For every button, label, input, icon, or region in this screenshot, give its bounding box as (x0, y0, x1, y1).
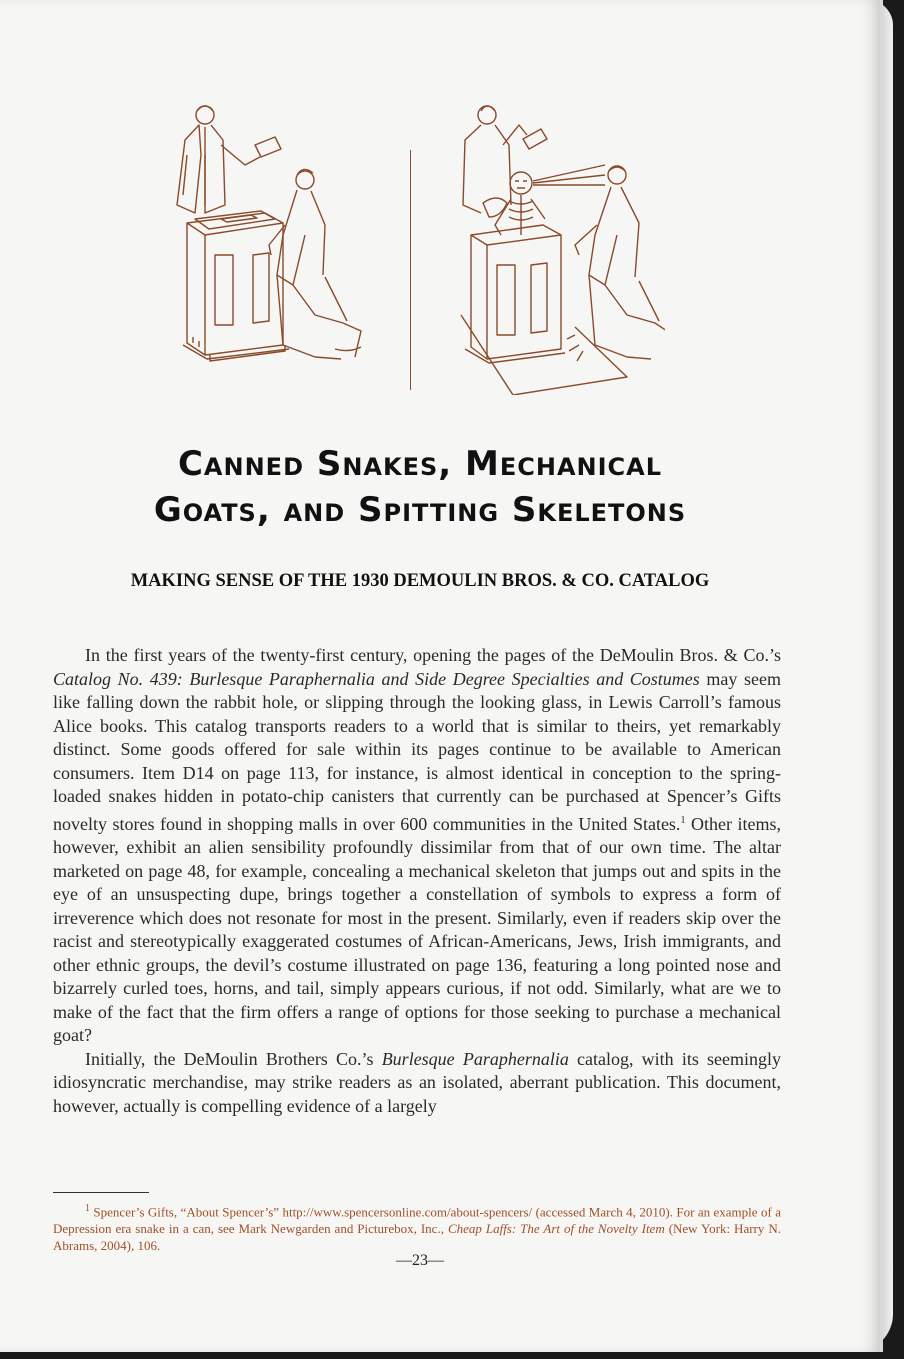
paragraph-1-text: may seem like falling down the rabbit hole, or slipping through the looking glass, in Lewis Carroll’s famous Alice books. This catalog transports readers to a world that is similar to theirs, yet remarkably distinct. Some goods offered for sale within its pages continue to be available to American consumers. Item D14 on page 113, for instance, is almost identical in conception to the spring-loaded snakes hidden in potato-chip canisters that currently can be purchased at Spencer’s Gifts novelty stores found in shopping malls in over 600 communities in the United States. (53, 668, 781, 834)
footnote-text: Spencer’s Gifts, “About Spencer’s” http://www.spencersonline.com/about-spencers/ (accessed March 4, 2010). For an example of a Depression era snake in a can, see Mark Newgarden and Picturebox, Inc., (53, 1204, 781, 1237)
footnote (53, 1200, 781, 1254)
paragraph-1-text: In the first years of the twenty-first century, opening the pages of the DeMoulin Bros. & Co.’s (85, 645, 781, 665)
left-scene-standing-man (177, 106, 281, 213)
body-text (53, 644, 781, 1118)
right-scene-skeleton (483, 165, 605, 235)
footnote-book-title: Cheap Laffs: The Art of the Novelty Item (447, 1221, 665, 1237)
paragraph-2 (53, 1048, 781, 1119)
chapter-title-line-1: Canned Snakes, Mechanical (177, 444, 663, 484)
paragraph-1 (53, 644, 781, 1048)
catalog-short-title-italic: Burlesque Paraphernalia (381, 1048, 569, 1069)
footnote-number: 1 (85, 1203, 90, 1214)
footnote-rule (53, 1192, 149, 1193)
illustration-divider (410, 150, 411, 390)
footnote-marker[interactable]: 1 (680, 814, 686, 826)
page-number: —23— (396, 1252, 444, 1269)
left-scene-lectern (183, 211, 289, 361)
catalog-title-italic: Catalog No. 439: Burlesque Paraphernalia and Side Degree Specialties and Costumes (53, 668, 700, 689)
chapter-subtitle: MAKING SENSE OF THE 1930 DEMOULIN BROS. & CO. CATALOG (130, 571, 710, 591)
paragraph-2-text: catalog, with its seemingly idiosyncratic merchandise, may strike readers as an isolated, aberrant publication. This document, however, actually is compelling evidence of a largely (53, 1048, 782, 1116)
chapter-title-line-2: Goats, and Spitting Skeletons (153, 490, 687, 530)
paragraph-2-text: Initially, the DeMoulin Brothers Co.’s (85, 1048, 382, 1069)
illustration-altar-scenes (165, 95, 665, 395)
footnote-text: (New York: Harry N. Abrams, 2004), 106. (53, 1221, 781, 1254)
right-scene-standing-man (463, 106, 547, 213)
paragraph-1-text: Other items, however, exhibit an alien sensibility profoundly dissimilar from that of our own time. The altar marketed on page 48, for example, concealing a mechanical skeleton that jumps out and spits in the eye of an unsuspecting dupe, brings together a constellation of symbols to express a form of irreverence which does not resonate for most in the present. Similarly, even if readers skip over the racist and stereotypically exaggerated costumes of African-Americans, Jews, Irish immigrants, and other ethnic groups, the devil’s costume illustrated on page 136, featuring a long pointed nose and bizarrely curled toes, horns, and tail, simply appears curious, if not odd. Similarly, what are we to make of the fact that the firm offers a range of options for those seeking to purchase a mechanical goat? (53, 813, 781, 1045)
right-scene-kneeling-man (567, 166, 665, 361)
right-scene-lectern (461, 225, 627, 395)
